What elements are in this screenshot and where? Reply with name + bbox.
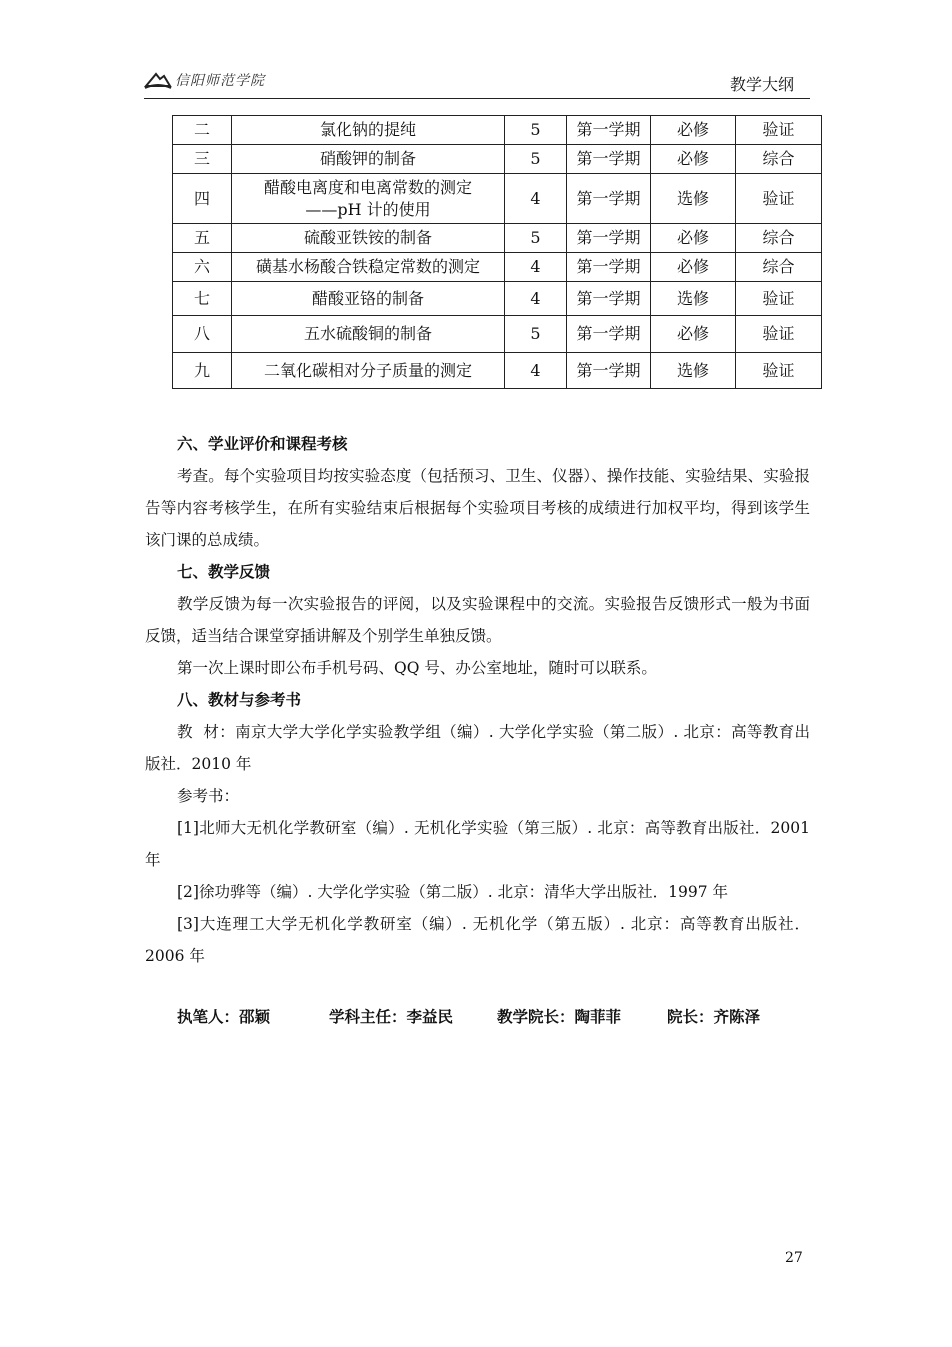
page-number: 27 bbox=[785, 1250, 803, 1266]
document-type-label: 教学大纲 bbox=[729, 75, 794, 94]
table-cell: 选修 bbox=[651, 174, 736, 224]
table-cell: 第一学期 bbox=[567, 224, 651, 253]
table-row bbox=[173, 224, 822, 253]
reference-item: [2]徐功骅等（编）. 大学化学实验（第二版）. 北京：清华大学出版社．1997 年 bbox=[177, 883, 729, 901]
table-row bbox=[173, 174, 822, 224]
paragraph: 考查。每个实验项目均按实验态度（包括预习、卫生、仪器）、操作技能、实验结果、实验报告等内容考核学生，在所有实验结束后根据每个实验项目考核的成绩进行加权平均，得到该学生该门课的总成绩。 bbox=[145, 467, 810, 549]
table-cell: 第一学期 bbox=[567, 174, 651, 224]
reference-item: [1]北师大无机化学教研室（编）. 无机化学实验（第三版）. 北京：高等教育出版社．2001 年 bbox=[145, 819, 810, 869]
signature-line bbox=[177, 1005, 760, 1027]
dean-signature: 院长：齐陈泽 bbox=[667, 1008, 761, 1026]
university-logo bbox=[144, 70, 265, 90]
table-cell: 选修 bbox=[651, 282, 736, 316]
table-row bbox=[173, 116, 822, 145]
table-cell: 八 bbox=[173, 316, 232, 353]
main-content bbox=[145, 428, 810, 972]
table-cell: 选修 bbox=[651, 353, 736, 389]
paragraph: 第一次上课时即公布手机号码、QQ 号、办公室地址，随时可以联系。 bbox=[177, 659, 657, 677]
reference-item: [3]大连理工大学无机化学教研室（编）. 无机化学（第五版）. 北京：高等教育出版社．2006 年 bbox=[145, 915, 810, 965]
table-cell: 硝酸钾的制备 bbox=[232, 145, 505, 174]
table-cell: 五 bbox=[173, 224, 232, 253]
table-cell: 四 bbox=[173, 174, 232, 224]
table-cell: 第一学期 bbox=[567, 282, 651, 316]
table-cell: 必修 bbox=[651, 224, 736, 253]
table-cell: 醋酸电离度和电离常数的测定 ——pH 计的使用 bbox=[232, 174, 505, 224]
table-cell: 5 bbox=[505, 116, 567, 145]
table-cell: 验证 bbox=[736, 174, 822, 224]
subject-head-signature: 学科主任：李益民 bbox=[329, 1008, 454, 1026]
table-cell: 验证 bbox=[736, 116, 822, 145]
table-cell: 4 bbox=[505, 353, 567, 389]
logo-mark-icon bbox=[144, 70, 172, 90]
table-cell: 验证 bbox=[736, 316, 822, 353]
table-cell: 七 bbox=[173, 282, 232, 316]
logo-text: 信阳师范学院 bbox=[175, 73, 265, 89]
page-header bbox=[144, 66, 810, 99]
table-row bbox=[173, 253, 822, 282]
table-row bbox=[173, 282, 822, 316]
table-cell: 5 bbox=[505, 224, 567, 253]
table-cell: 第一学期 bbox=[567, 253, 651, 282]
table-cell: 六 bbox=[173, 253, 232, 282]
table-cell: 必修 bbox=[651, 145, 736, 174]
table-cell: 必修 bbox=[651, 316, 736, 353]
table-cell: 第一学期 bbox=[567, 145, 651, 174]
table-cell: 五水硫酸铜的制备 bbox=[232, 316, 505, 353]
table-cell: 4 bbox=[505, 253, 567, 282]
table-cell: 二氧化碳相对分子质量的测定 bbox=[232, 353, 505, 389]
table-cell: 综合 bbox=[736, 145, 822, 174]
table-cell: 第一学期 bbox=[567, 116, 651, 145]
section-heading: 七、教学反馈 bbox=[177, 563, 271, 581]
section-heading: 八、教材与参考书 bbox=[177, 691, 302, 709]
table-cell: 4 bbox=[505, 282, 567, 316]
table-cell: 4 bbox=[505, 174, 567, 224]
table-cell: 综合 bbox=[736, 253, 822, 282]
table-cell: 九 bbox=[173, 353, 232, 389]
table-cell: 氯化钠的提纯 bbox=[232, 116, 505, 145]
table-cell: 验证 bbox=[736, 282, 822, 316]
table-cell: 必修 bbox=[651, 116, 736, 145]
table-cell: 5 bbox=[505, 145, 567, 174]
table-cell: 第一学期 bbox=[567, 353, 651, 389]
table-cell: 硫酸亚铁铵的制备 bbox=[232, 224, 505, 253]
experiment-table bbox=[172, 115, 822, 389]
section-heading: 六、学业评价和课程考核 bbox=[177, 435, 348, 453]
table-row bbox=[173, 145, 822, 174]
table-cell: 二 bbox=[173, 116, 232, 145]
references-label: 参考书： bbox=[177, 787, 240, 805]
table-cell: 5 bbox=[505, 316, 567, 353]
paragraph: 教学反馈为每一次实验报告的评阅，以及实验课程中的交流。实验报告反馈形式一般为书面反馈，适当结合课堂穿插讲解及个别学生单独反馈。 bbox=[145, 595, 810, 645]
writer-signature: 执笔人：邵颖 bbox=[177, 1008, 271, 1026]
teaching-dean-signature: 教学院长：陶菲菲 bbox=[497, 1008, 622, 1026]
table-cell: 三 bbox=[173, 145, 232, 174]
table-row bbox=[173, 316, 822, 353]
textbook-entry: 教 材：南京大学大学化学实验教学组（编）. 大学化学实验（第二版）. 北京：高等教育出版社．2010 年 bbox=[145, 723, 810, 773]
table-row bbox=[173, 353, 822, 389]
table-cell: 醋酸亚铬的制备 bbox=[232, 282, 505, 316]
table-cell: 必修 bbox=[651, 253, 736, 282]
table-cell: 综合 bbox=[736, 224, 822, 253]
table-cell: 第一学期 bbox=[567, 316, 651, 353]
table-cell: 磺基水杨酸合铁稳定常数的测定 bbox=[232, 253, 505, 282]
table-cell: 验证 bbox=[736, 353, 822, 389]
